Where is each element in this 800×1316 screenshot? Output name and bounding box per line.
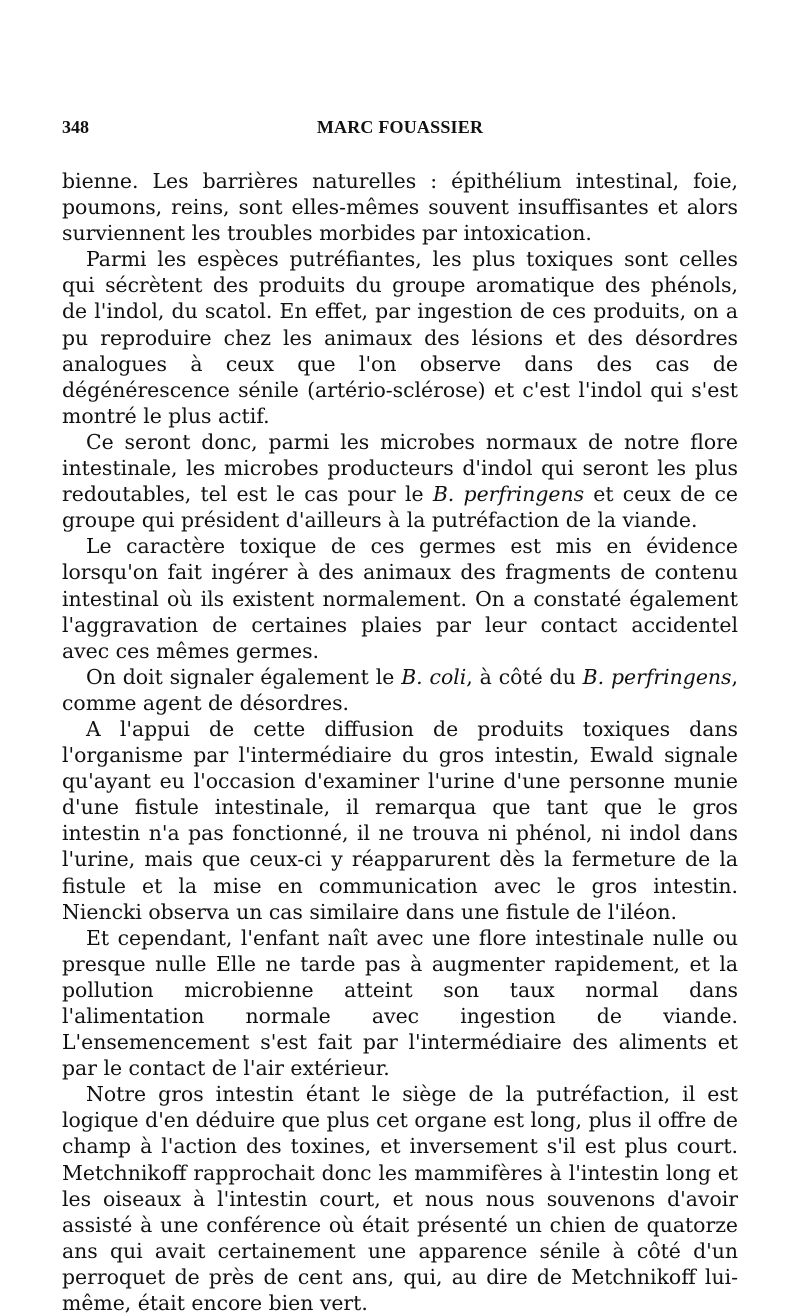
paragraph bbox=[62, 1081, 738, 1316]
text-segment: On doit signaler également le bbox=[86, 664, 402, 689]
text-segment: Et cependant, l'enfant naît avec une flore intestinale nulle ou presque nulle Elle ne tarde pas à augmenter rapidement, et la pollution microbienne atteint son taux normal dans l'alimentation normale avec ingestion de viande. L'ensemencement s'est fait par l'intermédiaire des aliments et par le contact de l'air extérieur. bbox=[62, 925, 738, 1081]
paragraph bbox=[62, 925, 738, 1082]
text-segment: Ce seront donc, parmi les microbes normaux de notre flore intestinale, les microbes producteurs d'indol qui seront les plus redoutables, tel est le cas pour le bbox=[62, 429, 738, 507]
species-name: B. perfringens bbox=[582, 664, 732, 689]
paragraph bbox=[62, 246, 738, 429]
text-segment: bienne. Les barrières naturelles : épithélium intestinal, foie, poumons, reins, sont elles-mêmes souvent insuffisantes et alors surviennent les troubles morbides par intoxication. bbox=[62, 169, 738, 246]
page-number: 348 bbox=[62, 117, 89, 137]
text-segment: Notre gros intestin étant le siège de la putréfaction, il est logique d'en déduire que plus cet organe est long, plus il offre de champ à l'action des toxines, et inversement s'il est plus court. Metchnikoff rapprochait donc les mammifères à l'intestin long et les oiseaux à l'intestin court, et nous nous souvenons d'avoir assisté à une conférence où était présenté un chien de quatorze ans qui avait certainement une apparence sénile à côté d'un perroquet de près de cent ans, qui, au dire de Metchnikoff lui-même, était encore bien vert. bbox=[62, 1082, 738, 1316]
paragraph bbox=[62, 716, 738, 925]
text-segment: , à côté du bbox=[466, 664, 583, 689]
text-segment: Parmi les espèces putréfiantes, les plus toxiques sont celles qui sécrètent des produits du groupe aromatique des phénols, de l'indol, du scatol. En effet, par ingestion de ces produits, on a pu reproduire chez les animaux des lésions et des désordres analogues à ceux que l'on observe dans des cas de dégénérescence sénile (artério-sclérose) et c'est l'indol qui s'est montré le plus actif. bbox=[62, 247, 738, 428]
species-name: B. perfringens bbox=[432, 482, 585, 507]
paragraph bbox=[62, 533, 738, 663]
text-segment: A l'appui de cette diffusion de produits toxiques dans l'organisme par l'intermédiaire du gros intestin, Ewald signale qu'ayant eu l'occasion d'examiner l'urine d'une personne munie d'une fistule intestinale, il remarqua que tant que le gros intestin n'a pas fonctionné, il ne trouva ni phénol, ni indol dans l'urine, mais que ceux-ci y réapparurent dès la fermeture de la fistule et la mise en communication avec le gros intestin. Niencki observa un cas similaire dans une fistule de l'iléon. bbox=[62, 716, 738, 924]
text-segment: , comme agent de désordres. bbox=[62, 664, 738, 715]
page-header bbox=[62, 117, 738, 145]
text-segment: Le caractère toxique de ces germes est mis en évidence lorsqu'on fait ingérer à des animaux des fragments de contenu intestinal où ils existent normalement. On a constaté également l'aggravation de certaines plaies par leur contact accidentel avec ces mêmes germes. bbox=[62, 534, 738, 663]
paragraph bbox=[62, 429, 738, 533]
paragraph bbox=[62, 168, 738, 246]
text-segment: et ceux de ce groupe qui président d'ailleurs à la putréfaction de la viande. bbox=[62, 482, 738, 533]
body-text bbox=[62, 168, 738, 1316]
running-title: MARC FOUASSIER bbox=[316, 117, 484, 137]
paragraph bbox=[62, 664, 738, 716]
species-name: B. coli bbox=[401, 664, 467, 689]
